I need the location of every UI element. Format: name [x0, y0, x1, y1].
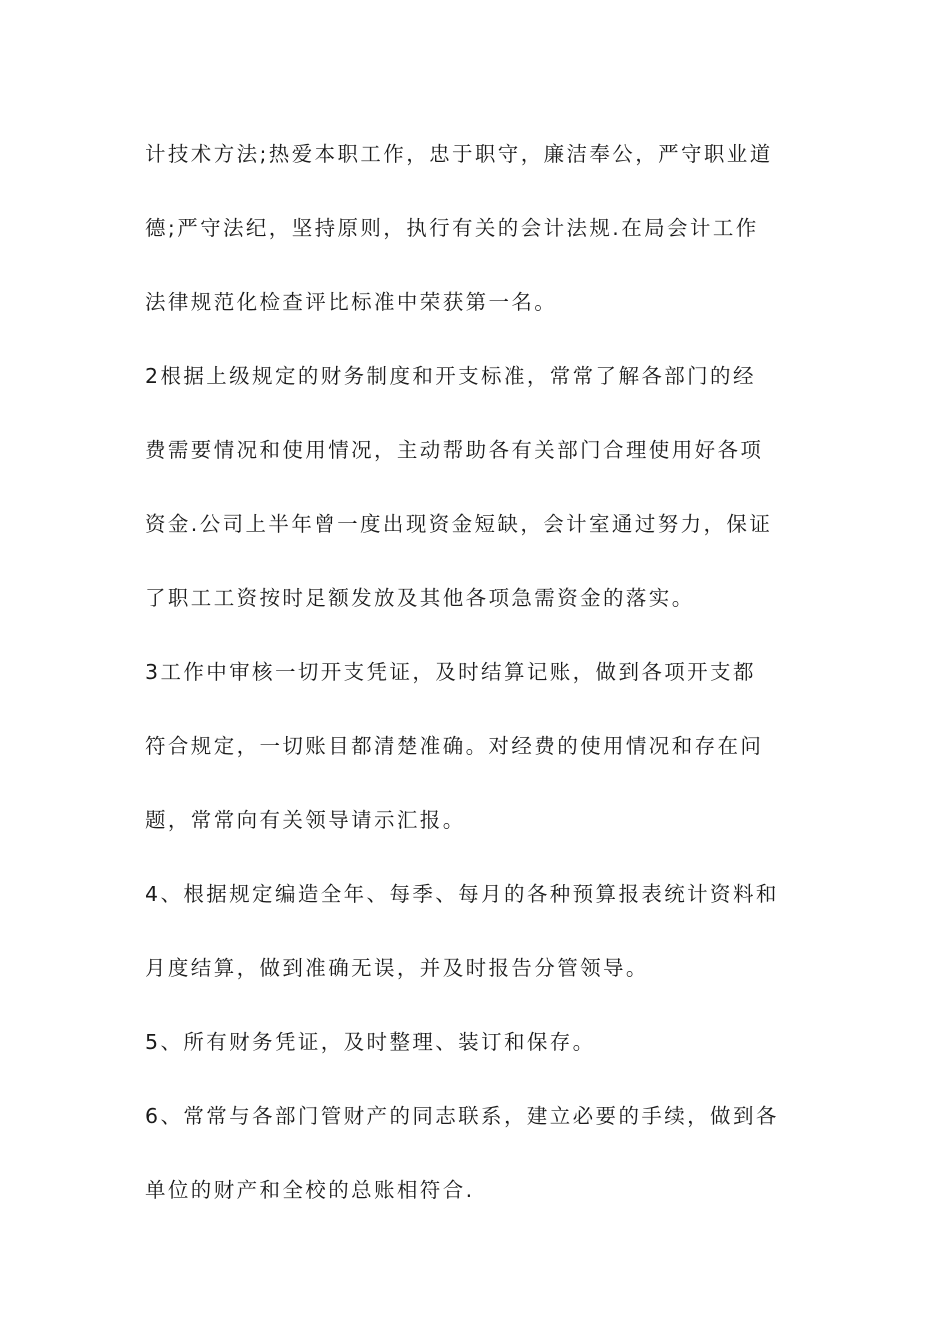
text-line: 5、所有财务凭证，及时整理、装订和保存。: [145, 1030, 596, 1054]
text-line: 资金.公司上半年曾一度出现资金短缺，会计室通过努力，保证: [145, 512, 773, 536]
text-line: 法律规范化检查评比标准中荣获第一名。: [145, 290, 558, 314]
document-body: [145, 125, 810, 1235]
text-line: 2根据上级规定的财务制度和开支标准，常常了解各部门的经: [145, 364, 756, 388]
text-line: 题，常常向有关领导请示汇报。: [145, 808, 466, 832]
text-line: 月度结算，做到准确无误，并及时报告分管领导。: [145, 956, 649, 980]
text-line: 费需要情况和使用情况，主动帮助各有关部门合理使用好各项: [145, 438, 764, 462]
text-line: 了职工工资按时足额发放及其他各项急需资金的落实。: [145, 586, 695, 610]
text-line: 德;严守法纪，坚持原则，执行有关的会计法规.在局会计工作: [145, 216, 759, 240]
text-line: 4、根据规定编造全年、每季、每月的各种预算报表统计资料和: [145, 882, 779, 906]
text-line: 6、常常与各部门管财产的同志联系，建立必要的手续，做到各: [145, 1104, 779, 1128]
text-line: 单位的财产和全校的总账相符合.: [145, 1178, 475, 1202]
text-line: 3工作中审核一切开支凭证，及时结算记账，做到各项开支都: [145, 660, 756, 684]
text-line: 计技术方法;热爱本职工作，忠于职守，廉洁奉公，严守职业道: [145, 142, 773, 166]
text-line: 符合规定，一切账目都清楚准确。对经费的使用情况和存在问: [145, 734, 764, 758]
